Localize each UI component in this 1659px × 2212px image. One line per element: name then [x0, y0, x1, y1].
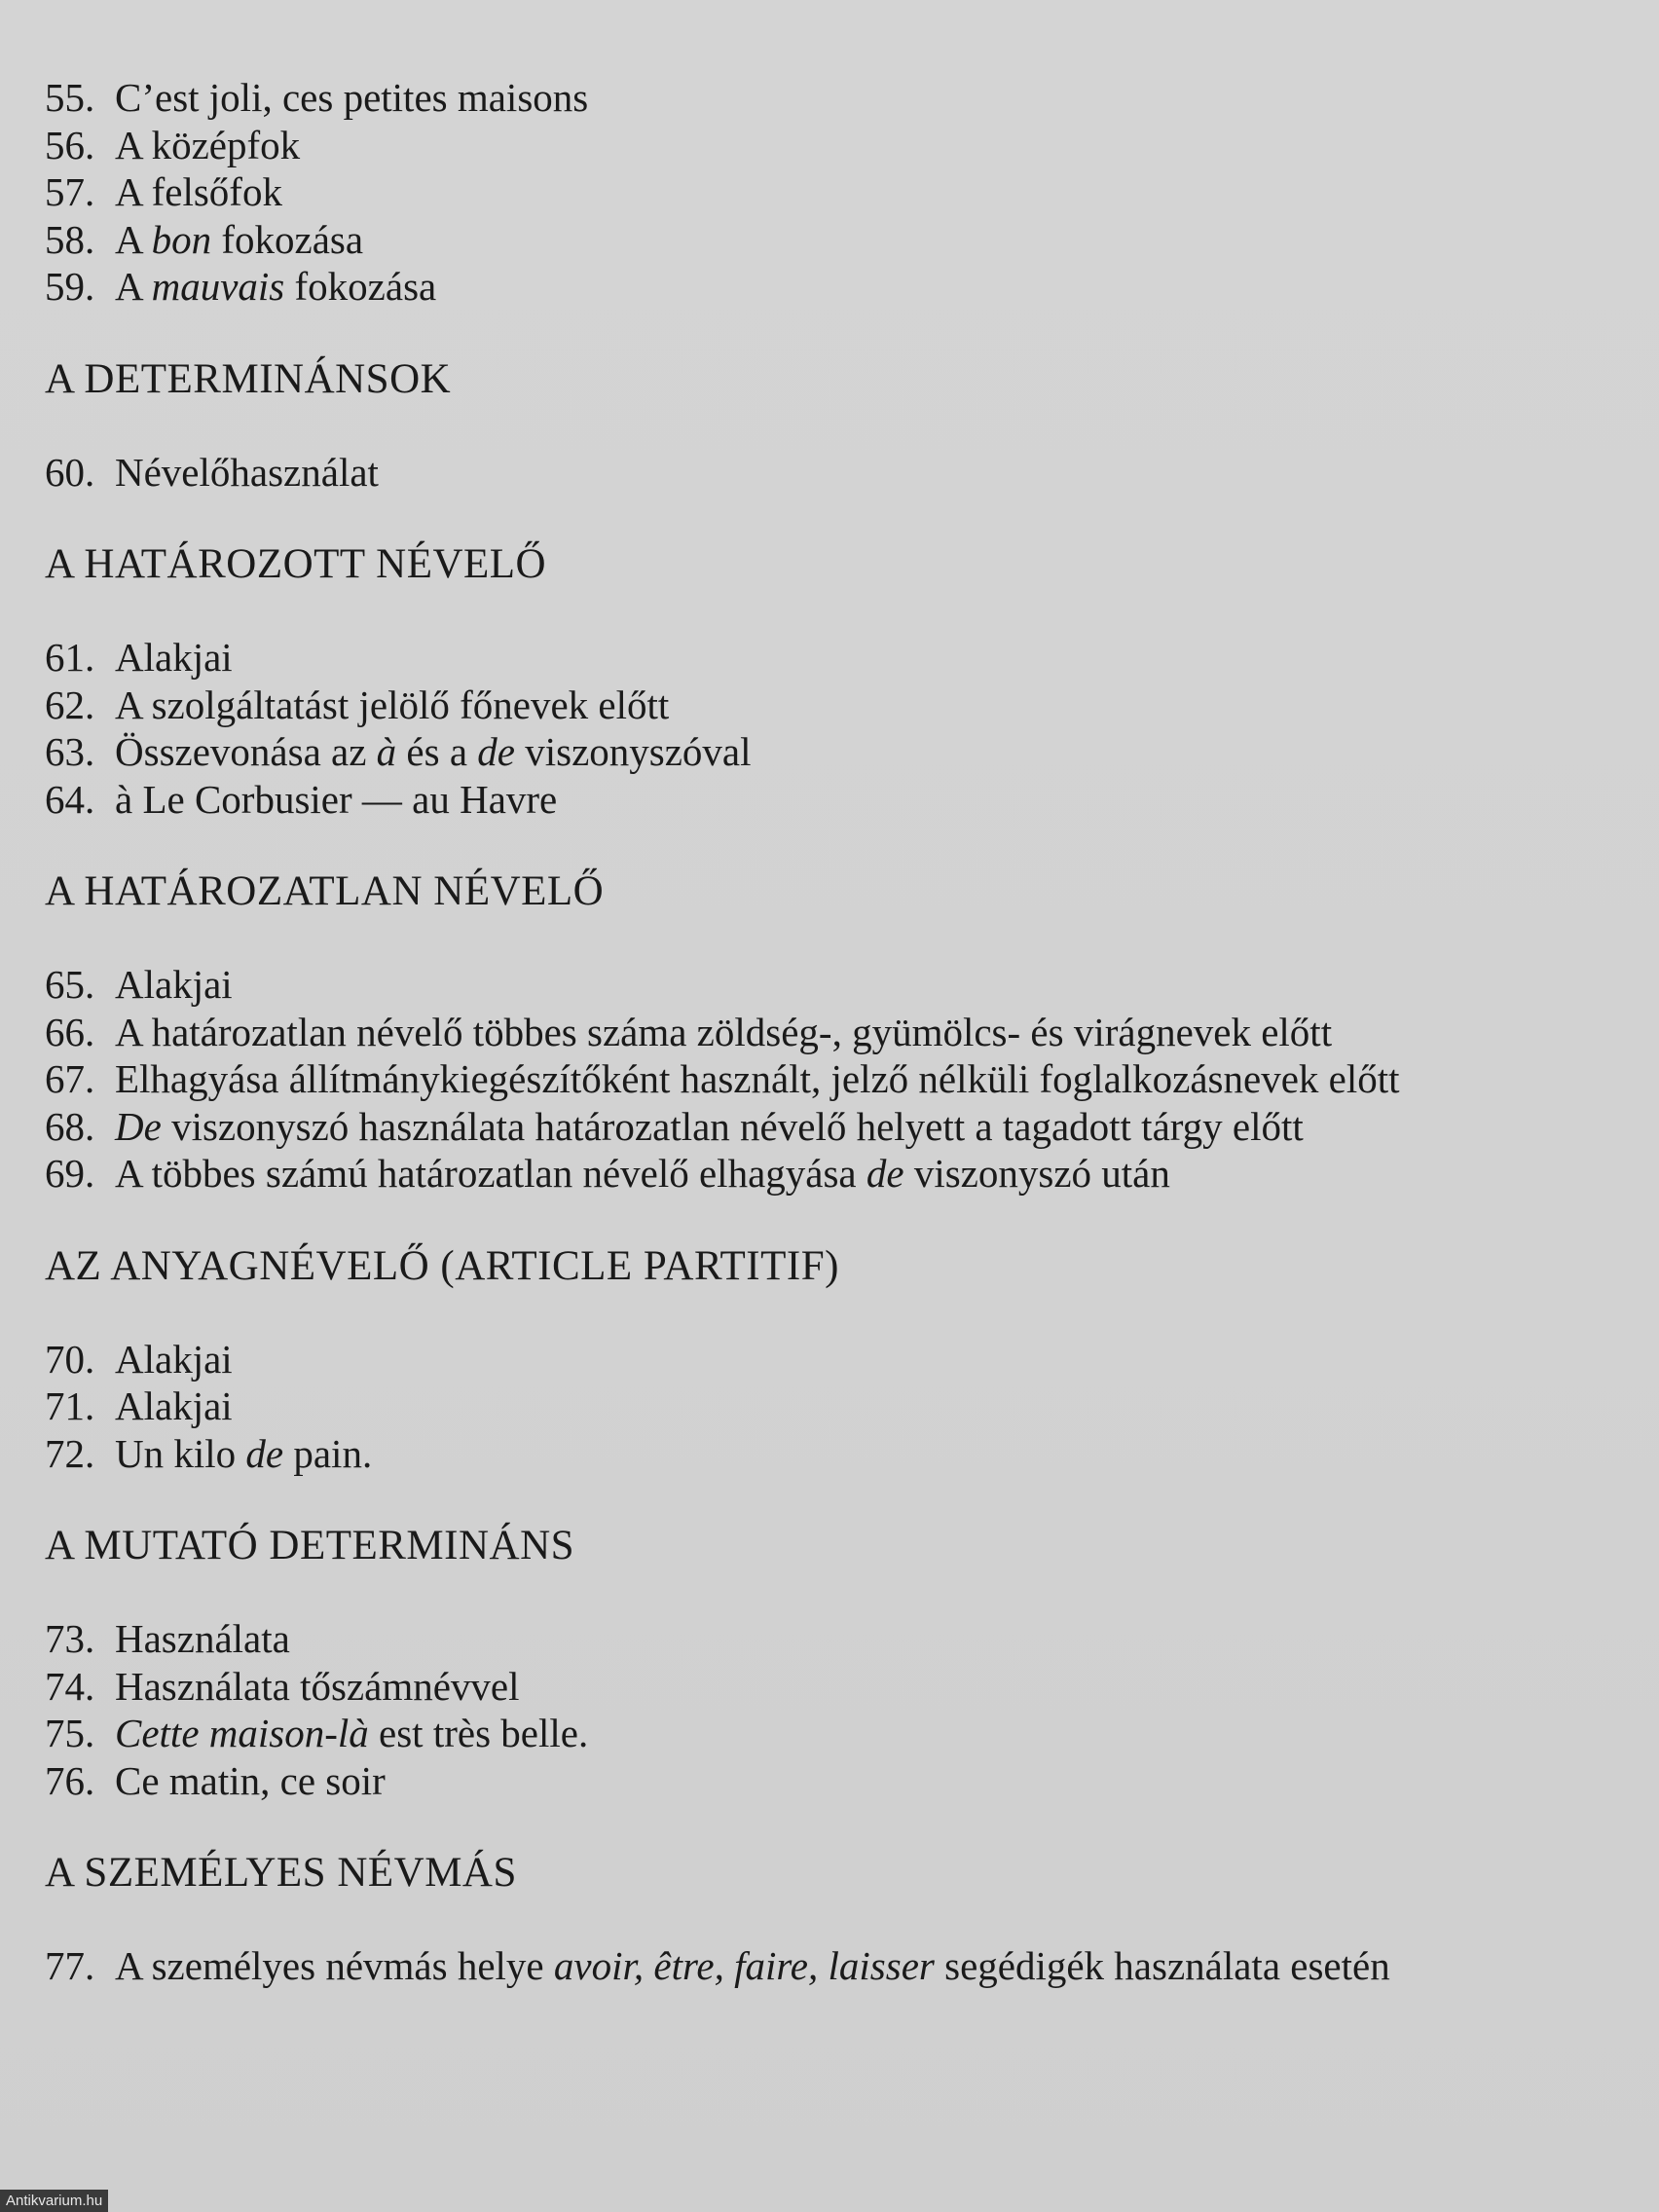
entry-title-italic: de — [477, 729, 515, 774]
entry-title — [115, 1336, 1552, 1383]
toc-entry — [45, 1615, 1552, 1663]
entry-title — [115, 728, 1552, 776]
entry-number: 60. — [45, 449, 95, 495]
entry-number: 75. — [45, 1711, 95, 1755]
entry-title-text: Alakjai — [115, 962, 233, 1007]
entry-number: 63. — [45, 729, 95, 774]
entry-title — [115, 1150, 1552, 1198]
entry-number: 67. — [45, 1056, 95, 1101]
entry-title — [115, 263, 1552, 311]
toc-entry — [45, 1757, 1552, 1805]
table-of-contents — [45, 74, 1552, 1990]
toc-section — [45, 867, 1552, 1198]
entry-title-text: Névelőhasználat — [115, 449, 379, 495]
toc-entry — [45, 1336, 1552, 1383]
entry-number: 70. — [45, 1336, 95, 1382]
entry-title-text: A többes számú határozatlan névelő elhagyása — [115, 1151, 866, 1196]
toc-list — [45, 449, 1552, 497]
section-heading: AZ ANYAGNÉVELŐ (ARTICLE PARTITIF) — [45, 1242, 839, 1289]
toc-section — [45, 1522, 1552, 1804]
entry-title — [115, 1615, 1552, 1663]
entry-title-text: A — [115, 216, 152, 262]
entry-title — [115, 1710, 1552, 1757]
entry-number: 61. — [45, 635, 95, 680]
entry-number: 74. — [45, 1663, 95, 1709]
entry-title-text: A határozatlan névelő többes száma zöldség-, gyümölcs- és virágnevek előtt — [115, 1009, 1333, 1054]
toc-entry — [45, 728, 1552, 776]
entry-number: 62. — [45, 682, 95, 727]
toc-entry — [45, 1942, 1552, 1990]
entry-title — [115, 216, 1552, 264]
entry-title — [115, 74, 1552, 122]
entry-title-text: Használata tőszámnévvel — [115, 1663, 520, 1709]
entry-title-text: Alakjai — [115, 1383, 233, 1428]
toc-entry — [45, 122, 1552, 169]
entry-title-italic: Cette maison-là — [115, 1711, 369, 1755]
entry-title-italic: avoir, être, faire, laisser — [553, 1943, 935, 1988]
entry-title-text: Elhagyása állítmánykiegészítőként használt, jelző nélküli foglalkozásnevek előtt — [115, 1056, 1400, 1101]
entry-title-text: à Le Corbusier — au Havre — [115, 776, 558, 822]
entry-title — [115, 961, 1552, 1009]
entry-number: 69. — [45, 1151, 95, 1196]
toc-entry — [45, 634, 1552, 682]
toc-entry — [45, 682, 1552, 729]
entry-title-text: fokozása — [211, 216, 364, 262]
section-heading: A HATÁROZATLAN NÉVELŐ — [45, 868, 605, 914]
toc-entry — [45, 1103, 1552, 1151]
entry-title-italic: De — [115, 1103, 162, 1149]
toc-entry — [45, 1663, 1552, 1711]
entry-title-text: A személyes névmás helye — [115, 1943, 554, 1988]
entry-title — [115, 1757, 1552, 1805]
entry-title — [115, 1103, 1552, 1151]
entry-title-text: fokozása — [284, 264, 437, 309]
entry-title-text: A szolgáltatást jelölő főnevek előtt — [115, 682, 670, 727]
entry-title — [115, 1055, 1552, 1103]
toc-section — [45, 1242, 1552, 1478]
entry-title-text: Használata — [115, 1616, 290, 1661]
entry-number: 56. — [45, 122, 95, 167]
toc-list — [45, 634, 1552, 823]
entry-title — [115, 776, 1552, 824]
entry-title-text: viszonyszó használata határozatlan névelő helyett a tagadott tárgy előtt — [161, 1103, 1304, 1149]
entry-title-italic: à — [376, 729, 397, 774]
entry-title-text: A felsőfok — [115, 169, 282, 214]
watermark: Antikvarium.hu — [0, 2190, 108, 2212]
toc-list — [45, 1336, 1552, 1478]
toc-entry — [45, 1150, 1552, 1198]
toc-entry — [45, 449, 1552, 497]
entry-title-text: segédigék használata esetén — [934, 1943, 1390, 1988]
entry-title-text: viszonyszó után — [903, 1151, 1170, 1196]
toc-list — [45, 1942, 1552, 1990]
toc-section — [45, 74, 1552, 311]
entry-number: 76. — [45, 1757, 95, 1803]
entry-number: 59. — [45, 264, 95, 309]
entry-title-italic: bon — [151, 216, 212, 262]
entry-number: 73. — [45, 1616, 95, 1661]
entry-title-text: Alakjai — [115, 1336, 233, 1382]
entry-number: 65. — [45, 962, 95, 1007]
section-heading: A SZEMÉLYES NÉVMÁS — [45, 1850, 517, 1896]
entry-title — [115, 1382, 1552, 1430]
entry-title — [115, 449, 1552, 497]
entry-title — [115, 122, 1552, 169]
entry-title — [115, 1430, 1552, 1478]
entry-title-italic: de — [866, 1151, 904, 1196]
toc-entry — [45, 1009, 1552, 1056]
entry-title-text: C’est joli, ces petites maisons — [115, 75, 589, 120]
entry-title-text: és a — [396, 729, 478, 774]
toc-section — [45, 540, 1552, 823]
section-heading: A MUTATÓ DETERMINÁNS — [45, 1523, 575, 1568]
entry-number: 55. — [45, 75, 95, 120]
entry-title-text: pain. — [283, 1430, 373, 1476]
entry-title — [115, 1942, 1552, 1990]
entry-title-text: Ce matin, ce soir — [115, 1757, 386, 1803]
entry-number: 58. — [45, 216, 95, 262]
entry-number: 66. — [45, 1009, 95, 1054]
section-heading: A DETERMINÁNSOK — [45, 355, 452, 402]
entry-title-text: Összevonása az — [115, 729, 377, 774]
toc-entry — [45, 1710, 1552, 1757]
entry-title — [115, 682, 1552, 729]
entry-title-italic: mauvais — [151, 264, 285, 309]
entry-number: 68. — [45, 1103, 95, 1149]
entry-title-text: viszonyszóval — [514, 729, 752, 774]
section-heading: A HATÁROZOTT NÉVELŐ — [45, 541, 547, 587]
toc-entry — [45, 1382, 1552, 1430]
entry-title-text: est très belle. — [368, 1711, 589, 1755]
entry-number: 72. — [45, 1430, 95, 1476]
entry-number: 71. — [45, 1383, 95, 1428]
entry-title — [115, 634, 1552, 682]
entry-title — [115, 1009, 1552, 1056]
toc-list — [45, 1615, 1552, 1804]
entry-number: 64. — [45, 776, 95, 822]
entry-title-text: A középfok — [115, 122, 301, 167]
toc-section — [45, 355, 1552, 497]
entry-title-text: A — [115, 264, 152, 309]
toc-entry — [45, 74, 1552, 122]
entry-number: 77. — [45, 1943, 95, 1988]
entry-title-italic: de — [245, 1430, 284, 1476]
entry-title — [115, 1663, 1552, 1711]
entry-title-text: Alakjai — [115, 635, 233, 680]
toc-entry — [45, 1430, 1552, 1478]
entry-title-text: Un kilo — [115, 1430, 246, 1476]
toc-entry — [45, 216, 1552, 264]
toc-entry — [45, 961, 1552, 1009]
toc-entry — [45, 776, 1552, 824]
entry-title — [115, 168, 1552, 216]
toc-entry — [45, 168, 1552, 216]
entry-number: 57. — [45, 169, 95, 214]
toc-entry — [45, 1055, 1552, 1103]
toc-entry — [45, 263, 1552, 311]
toc-list — [45, 961, 1552, 1198]
toc-section — [45, 1849, 1552, 1990]
toc-list — [45, 74, 1552, 311]
